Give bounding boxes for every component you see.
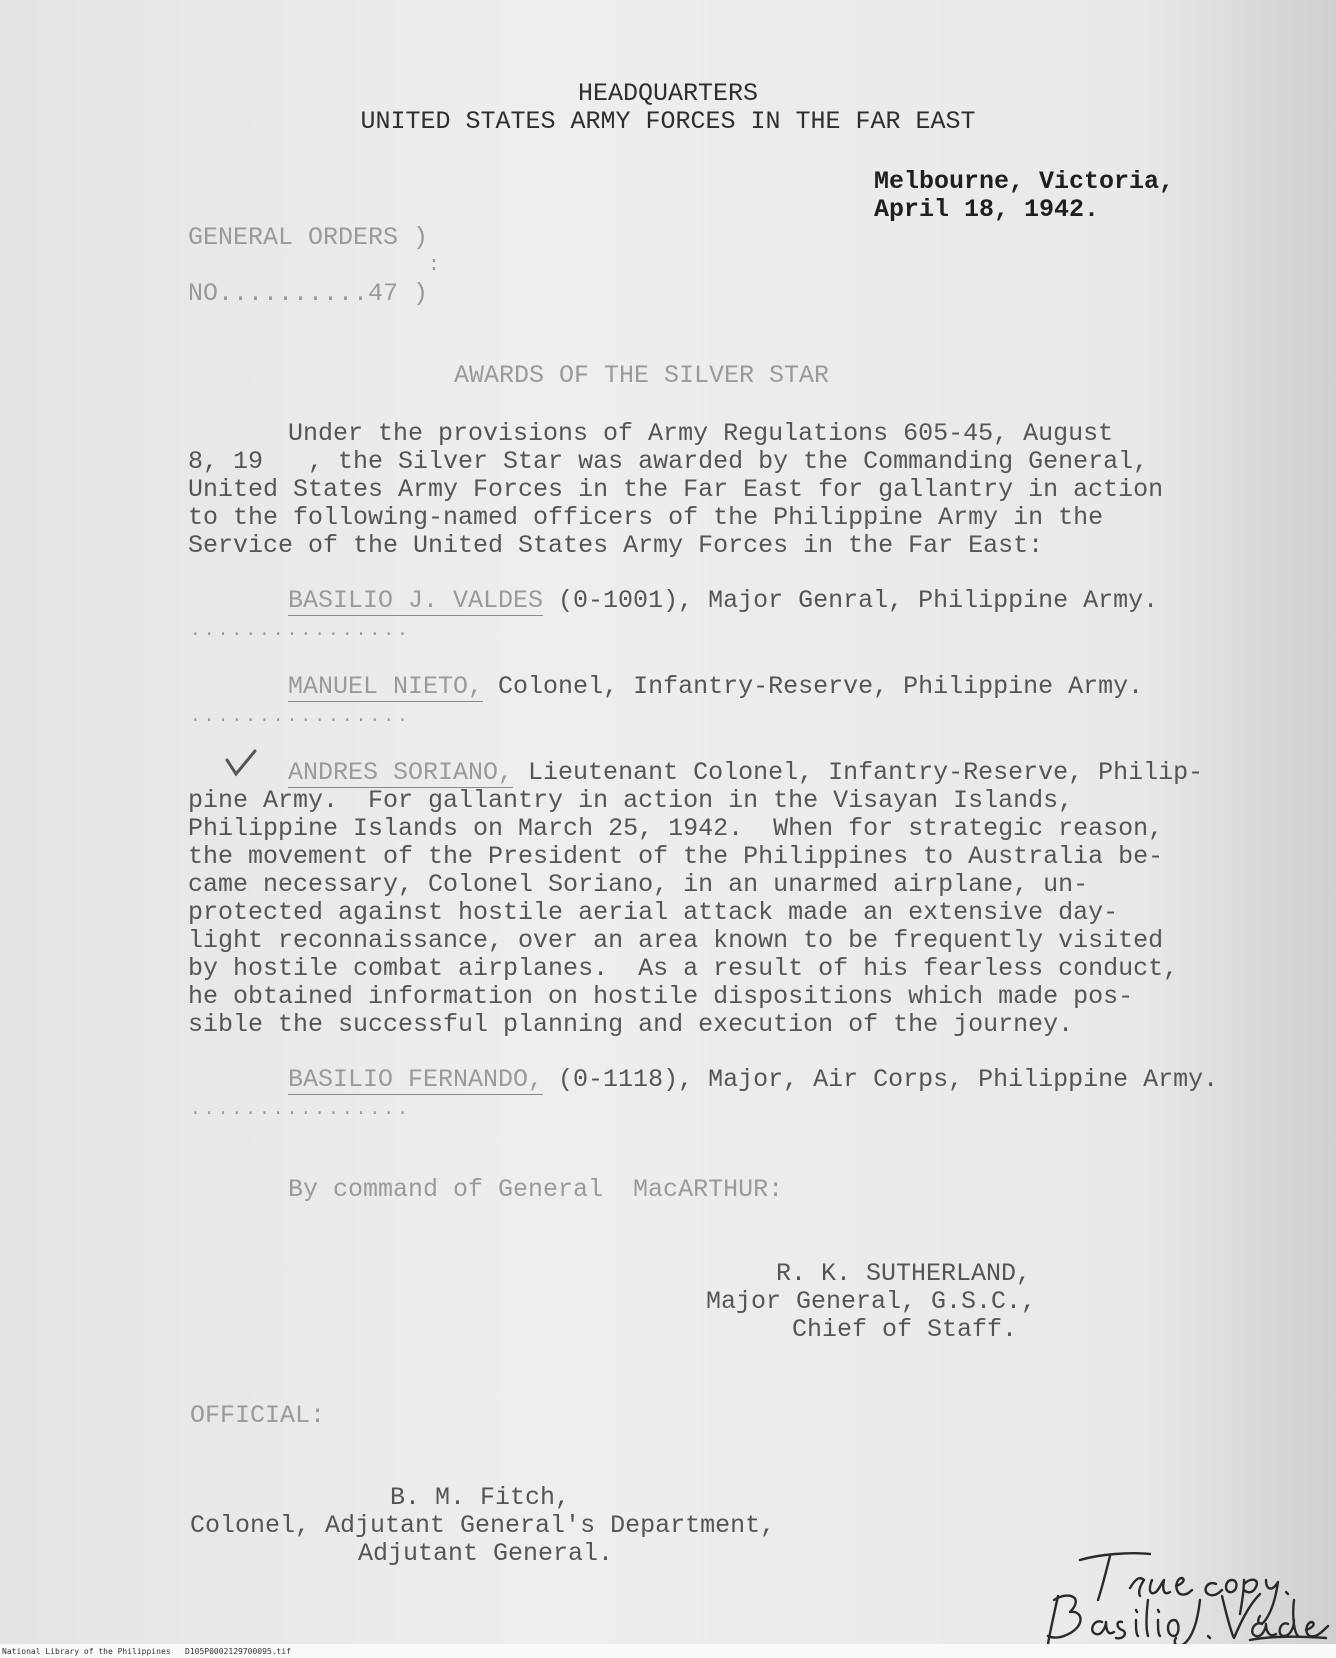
- award-4-dots: ................: [190, 1100, 411, 1120]
- citation-line-9: sible the successful planning and execution of the journey.: [188, 1010, 1074, 1039]
- general-orders-number: NO..........47 ): [188, 279, 429, 308]
- award-2-detail: Colonel, Infantry-Reserve, Philippine Army.: [483, 672, 1144, 701]
- check-mark-icon: [224, 748, 258, 778]
- intro-line-2: 8, 19 , the Silver Star was awarded by the Commanding General,: [188, 447, 1149, 476]
- document-title: AWARDS OF THE SILVER STAR: [454, 361, 830, 390]
- by-command: By command of General MacARTHUR:: [288, 1175, 784, 1204]
- award-1-name: BASILIO J. VALDES: [288, 586, 544, 615]
- official-rank: Colonel, Adjutant General's Department,: [190, 1511, 776, 1540]
- award-2: [288, 673, 1143, 700]
- official-name: B. M. Fitch,: [390, 1483, 571, 1512]
- citation-line-6: light reconnaissance, over an area known to be frequently visited: [188, 926, 1164, 955]
- award-1-dots: ................: [190, 621, 411, 641]
- general-orders-colon: :: [428, 254, 441, 277]
- citation-line-8: he obtained information on hostile dispositions which made pos-: [188, 982, 1134, 1011]
- signer-name: R. K. SUTHERLAND,: [776, 1259, 1032, 1288]
- official-label: OFFICIAL:: [190, 1401, 326, 1430]
- award-3-detail: Lieutenant Colonel, Infantry-Reserve, Philip-: [513, 758, 1204, 787]
- intro-line-1: Under the provisions of Army Regulations 605-45, August: [288, 419, 1114, 448]
- award-4: [288, 1066, 1218, 1093]
- award-3: [288, 759, 1203, 786]
- intro-line-3: United States Army Forces in the Far East for gallantry in action: [188, 475, 1164, 504]
- general-orders-label: GENERAL ORDERS ): [188, 223, 429, 252]
- place: Melbourne, Victoria,: [874, 167, 1175, 196]
- award-4-detail: (0-1118), Major, Air Corps, Philippine Army.: [543, 1065, 1219, 1094]
- award-4-name: BASILIO FERNANDO,: [288, 1065, 544, 1094]
- citation-line-1: pine Army. For gallantry in action in the Visayan Islands,: [188, 786, 1074, 815]
- award-2-name: MANUEL NIETO,: [288, 672, 484, 701]
- award-2-dots: ................: [190, 707, 411, 727]
- award-1: [288, 587, 1158, 614]
- citation-line-7: by hostile combat airplanes. As a result of his fearless conduct,: [188, 954, 1179, 983]
- citation-line-3: the movement of the President of the Philippines to Australia be-: [188, 842, 1164, 871]
- signer-rank: Major General, G.S.C.,: [706, 1287, 1037, 1316]
- date: April 18, 1942.: [874, 195, 1100, 224]
- citation-line-4: came necessary, Colonel Soriano, in an unarmed airplane, un-: [188, 870, 1089, 899]
- award-3-name: ANDRES SORIANO,: [288, 758, 514, 787]
- official-title: Adjutant General.: [358, 1539, 614, 1568]
- footer-caption: National Library of the Philippines D105P0002129700095.tif: [2, 1647, 291, 1656]
- handwritten-true-copy-signature: [1040, 1540, 1330, 1650]
- intro-line-5: Service of the United States Army Forces in the Far East:: [188, 531, 1044, 560]
- header-line-1: HEADQUARTERS: [577, 79, 759, 108]
- header-line-2: UNITED STATES ARMY FORCES IN THE FAR EAST: [360, 107, 976, 136]
- citation-line-2: Philippine Islands on March 25, 1942. When for strategic reason,: [188, 814, 1164, 843]
- citation-line-5: protected against hostile aerial attack made an extensive day-: [188, 898, 1119, 927]
- award-1-detail: (0-1001), Major Genral, Philippine Army.: [543, 586, 1159, 615]
- signer-title: Chief of Staff.: [792, 1315, 1018, 1344]
- intro-line-4: to the following-named officers of the Philippine Army in the: [188, 503, 1104, 532]
